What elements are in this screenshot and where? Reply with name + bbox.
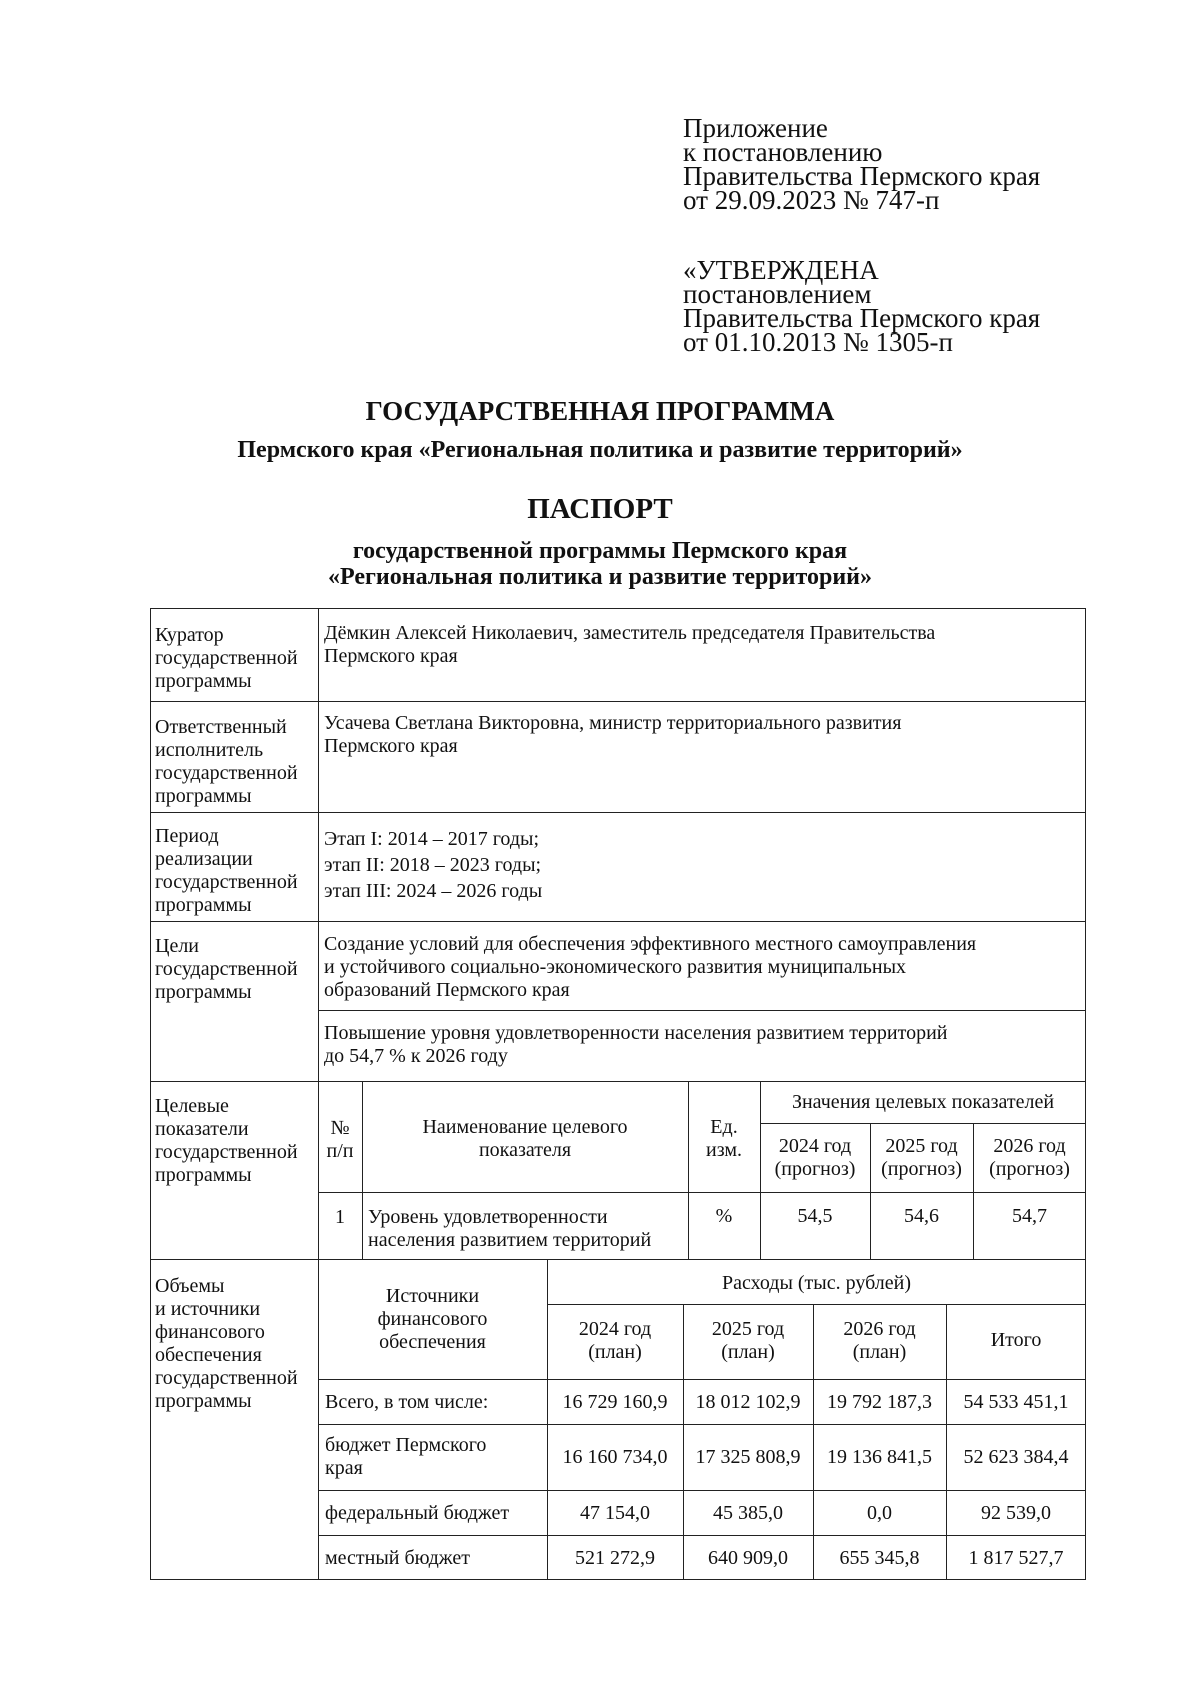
passport-subtitle-line: государственной программы Пермского края (352, 538, 848, 564)
indicators-col-unit: Ед. изм. (706, 1116, 742, 1161)
approval-block (683, 255, 1041, 357)
passport-title: ПАСПОРТ (527, 493, 673, 525)
financing-row-value: 16 729 160,9 (562, 1391, 668, 1413)
goals-label: Цели государственной программы (155, 935, 298, 1003)
responsible-value: Усачева Светлана Викторовна, министр территориального развития Пермского края (324, 712, 902, 757)
financing-row-value: 19 136 841,5 (827, 1446, 932, 1468)
financing-row-value: 0,0 (867, 1502, 892, 1524)
indicator-row-value-2026: 54,7 (1012, 1205, 1047, 1227)
table-divider (150, 1081, 1086, 1082)
indicator-row-unit: % (715, 1205, 733, 1227)
financing-expenses-header: Расходы (тыс. рублей) (722, 1272, 911, 1294)
financing-row-value: 45 385,0 (713, 1502, 783, 1524)
financing-row-value: 655 345,8 (839, 1547, 920, 1569)
financing-year-2024: 2024 год (план) (578, 1318, 652, 1363)
approval-line: Правительства Пермского края (683, 303, 1041, 333)
indicator-row-value-2024: 54,5 (797, 1205, 833, 1227)
table-divider (318, 1535, 1086, 1536)
table-divider (318, 1010, 1086, 1011)
financing-year-2025: 2025 год (план) (711, 1318, 785, 1363)
indicators-year-2025: 2025 год (прогноз) (881, 1135, 962, 1180)
program-title: ГОСУДАРСТВЕННАЯ ПРОГРАММА (365, 396, 835, 426)
financing-row-value: 52 623 384,4 (963, 1446, 1069, 1468)
financing-row-value: 19 792 187,3 (827, 1391, 932, 1413)
indicators-col-number: № п/п (326, 1117, 354, 1162)
indicators-col-name: Наименование целевого показателя (422, 1116, 628, 1161)
table-divider (547, 1304, 1086, 1305)
financing-row-value: 16 160 734,0 (562, 1446, 668, 1468)
financing-row-value: 18 012 102,9 (695, 1391, 801, 1413)
financing-year-2026: 2026 год (план) (843, 1318, 916, 1363)
appendix-line: к постановлению (683, 137, 883, 167)
financing-row-source: местный бюджет (325, 1547, 470, 1569)
period-label: Период реализации государственной программы (155, 825, 298, 916)
approval-line: «УТВЕРЖДЕНА (683, 255, 879, 285)
table-divider (318, 1424, 1086, 1425)
financing-row-value: 47 154,0 (580, 1502, 650, 1524)
financing-row-value: 92 539,0 (981, 1502, 1051, 1524)
table-divider (318, 1379, 1086, 1380)
appendix-line: Приложение (683, 113, 828, 143)
financing-row-source: Всего, в том числе: (325, 1391, 489, 1413)
table-divider (150, 921, 1086, 922)
indicators-year-2024: 2024 год (прогноз) (774, 1135, 856, 1180)
indicators-label: Целевые показатели государственной программы (155, 1095, 298, 1186)
passport-subtitle (0, 538, 1200, 590)
financing-row-value: 521 272,9 (575, 1547, 655, 1569)
curator-value: Дёмкин Алексей Николаевич, заместитель председателя Правительства Пермского края (324, 622, 936, 667)
goals-value-1: Создание условий для обеспечения эффективного местного самоуправления и устойчивого социально-экономического развития муниципальных образований Пермского края (324, 933, 977, 1001)
program-subtitle: Пермского края «Региональная политика и развитие территорий» (237, 437, 963, 463)
approval-line: постановлением (683, 279, 872, 309)
financing-row-value: 1 817 527,7 (968, 1547, 1064, 1569)
table-divider (150, 701, 1086, 702)
table-divider (547, 1259, 548, 1580)
responsible-label: Ответственный исполнитель государственной программы (155, 716, 298, 807)
financing-row-value: 640 909,0 (708, 1547, 788, 1569)
financing-col-sources: Источники финансового обеспечения (377, 1285, 488, 1353)
financing-label: Объемы и источники финансового обеспечения государственной программы (155, 1275, 298, 1412)
table-divider (318, 1192, 1086, 1193)
table-divider (150, 1259, 1086, 1260)
appendix-block (683, 113, 1041, 215)
appendix-line: от 29.09.2023 № 747-п (683, 185, 940, 215)
table-divider (760, 1123, 1086, 1124)
indicator-row-value-2025: 54,6 (904, 1205, 939, 1227)
indicators-values-header: Значения целевых показателей (791, 1091, 1055, 1113)
table-divider (688, 1081, 689, 1259)
financing-row-source: бюджет Пермского края (325, 1434, 487, 1479)
table-divider (362, 1081, 363, 1259)
goals-value-2: Повышение уровня удовлетворенности населения развитием территорий до 54,7 % к 2026 году (324, 1022, 948, 1067)
table-divider (318, 608, 319, 1580)
approval-line: от 01.10.2013 № 1305-п (683, 327, 953, 357)
table-divider (150, 812, 1086, 813)
curator-label: Куратор государственной программы (155, 624, 298, 692)
financing-col-total: Итого (990, 1329, 1042, 1351)
financing-row-value: 54 533 451,1 (963, 1391, 1069, 1413)
table-divider (318, 1490, 1086, 1491)
period-value: Этап I: 2014 – 2017 годы; этап II: 2018 – 2023 годы; этап III: 2024 – 2026 годы (324, 828, 543, 902)
appendix-line: Правительства Пермского края (683, 161, 1041, 191)
financing-row-value: 17 325 808,9 (695, 1446, 801, 1468)
financing-row-source: федеральный бюджет (325, 1502, 510, 1524)
indicators-year-2026: 2026 год (прогноз) (989, 1135, 1070, 1180)
passport-subtitle-line: «Региональная политика и развитие территорий» (328, 564, 872, 590)
indicator-row-name: Уровень удовлетворенности населения развитием территорий (368, 1206, 652, 1251)
indicator-row-number: 1 (335, 1206, 345, 1228)
